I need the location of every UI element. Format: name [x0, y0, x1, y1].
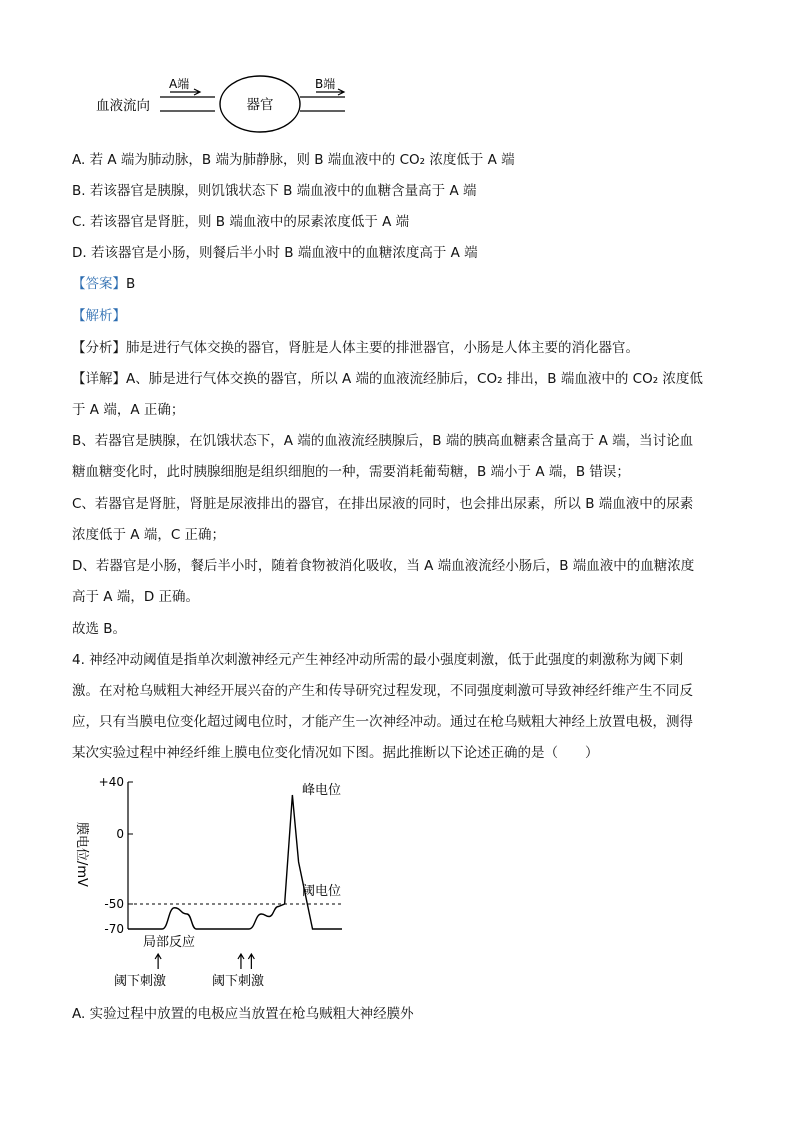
q4-stem-4: 某次实验过程中神经纤维上膜电位变化情况如下图。据此推断以下论述正确的是（ ）: [72, 745, 599, 761]
detail-tag: 【详解】: [72, 371, 126, 387]
detail-line-4: 糖血糖变化时，此时胰腺细胞是组织细胞的一种，需要消耗葡萄糖，B 端小于 A 端，B 错误；: [72, 464, 630, 480]
y-tick-label: -70: [104, 922, 124, 936]
y-tick-label: -50: [104, 897, 124, 911]
blood-flow-diagram: [90, 70, 360, 140]
answer-line: [72, 275, 135, 293]
stimulus-arrow-icon: [238, 954, 244, 969]
q4-stem-3: 应，只有当膜电位变化超过阈电位时，才能产生一次神经冲动。通过在枪乌贼粗大神经上放置电极，测得: [72, 714, 693, 730]
subthreshold-stimulus-label-2: 阈下刺激: [212, 974, 265, 989]
q4-option-a: A. 实验过程中放置的电极应当放置在枪乌贼粗大神经膜外: [72, 1006, 414, 1022]
detail-line-1: [72, 370, 703, 388]
membrane-potential-chart: [70, 770, 370, 1000]
flow-direction-label: 血液流向: [96, 98, 150, 114]
q4-stem-1: 4. 神经冲动阈值是指单次刺激神经元产生神经冲动所需的最小强度刺激，低于此强度的刺激称为阈下刺: [72, 652, 684, 668]
detail-line-6: 浓度低于 A 端，C 正确；: [72, 527, 226, 543]
detail-line-3: B、若器官是胰腺，在饥饿状态下，A 端的血液流经胰腺后，B 端的胰高血糖素含量高于 A 端，当讨论血: [72, 433, 694, 449]
peak-potential-label: 峰电位: [302, 783, 342, 798]
detail-line-2: 于 A 端，A 正确；: [72, 402, 185, 418]
a-end-label: A端: [169, 77, 190, 91]
q4-stem-2: 激。在对枪乌贼粗大神经开展兴奋的产生和传导研究过程发现，不同强度刺激可导致神经纤维产生不同反: [72, 683, 693, 699]
q3-option-b: B. 若该器官是胰腺，则饥饿状态下 B 端血液中的血糖含量高于 A 端: [72, 183, 477, 199]
fenxi-line: [72, 339, 639, 357]
stimulus-arrow-icon: [155, 954, 161, 969]
detail-text-0: A、肺是进行气体交换的器官，所以 A 端的血液流经肺后，CO₂ 排出，B 端血液中的 CO₂ 浓度低: [126, 371, 703, 387]
fenxi-text: 肺是进行气体交换的器官，肾脏是人体主要的排泄器官，小肠是人体主要的消化器官。: [126, 340, 639, 356]
detail-line-9: 故选 B。: [72, 621, 127, 637]
organ-label: 器官: [246, 97, 274, 113]
detail-line-7: D、若器官是小肠，餐后半小时，随着食物被消化吸收，当 A 端血液流经小肠后，B 端血液中的血糖浓度: [72, 558, 695, 574]
y-axis-label: 膜电位/mV: [74, 822, 89, 887]
fenxi-tag: 【分析】: [72, 340, 126, 356]
y-tick-label: 0: [116, 827, 124, 841]
q3-option-c: C. 若该器官是肾脏，则 B 端血液中的尿素浓度低于 A 端: [72, 214, 410, 230]
detail-line-8: 高于 A 端，D 正确。: [72, 589, 200, 605]
answer-value: B: [126, 276, 136, 292]
q3-option-a: A. 若 A 端为肺动脉，B 端为肺静脉，则 B 端血液中的 CO₂ 浓度低于 A 端: [72, 152, 515, 168]
stimulus-arrow-icon: [248, 954, 254, 969]
analysis-tag: 【解析】: [72, 308, 126, 324]
answer-tag: 【答案】: [72, 276, 126, 292]
q3-option-d: D. 若该器官是小肠，则餐后半小时 B 端血液中的血糖浓度高于 A 端: [72, 245, 478, 261]
detail-line-5: C、若器官是肾脏，肾脏是尿液排出的器官，在排出尿液的同时，也会排出尿素，所以 B 端血液中的尿素: [72, 496, 694, 512]
y-tick-label: +40: [98, 775, 124, 789]
membrane-potential-curve: [128, 795, 342, 929]
b-end-label: B端: [315, 77, 336, 91]
threshold-potential-label: 阈电位: [302, 884, 342, 899]
subthreshold-stimulus-label-1: 阈下刺激: [114, 974, 167, 989]
analysis-heading: [72, 307, 126, 325]
local-response-label: 局部反应: [143, 935, 196, 950]
